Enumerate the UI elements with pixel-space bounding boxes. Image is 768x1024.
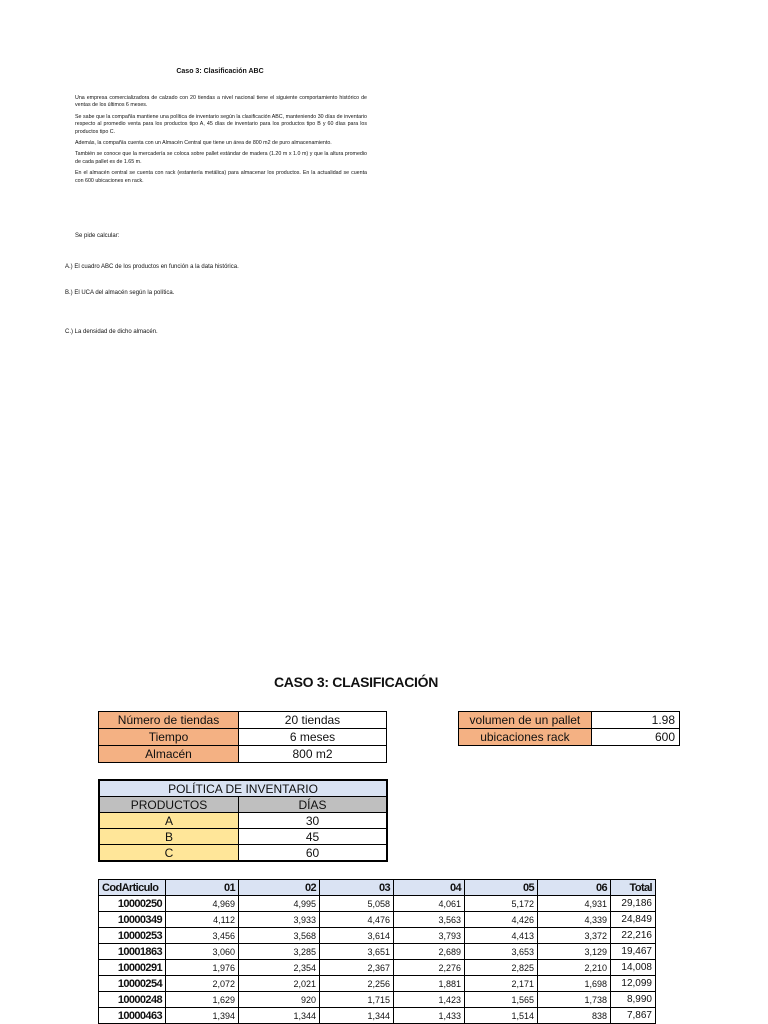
column-header: 04 [394,880,465,896]
sheet-title: CASO 3: CLASIFICACIÓN [274,674,439,690]
sales-cell: 1,698 [538,976,611,992]
sales-cell: 1,738 [538,992,611,1008]
total-cell: 12,099 [611,976,656,992]
sales-cell: 3,285 [239,944,320,960]
article-code-cell: 10000291 [99,960,166,976]
policy-title: POLÍTICA DE INVENTARIO [99,780,387,797]
table-row [99,960,656,976]
table-row [99,928,656,944]
info-label: Almacén [99,746,239,763]
sales-cell: 1,976 [166,960,239,976]
info-value: 20 tiendas [239,712,387,729]
info-label: ubicaciones rack [459,729,592,746]
question-a: A.) El cuadro ABC de los productos en función a la data histórica. [65,264,239,270]
column-header: PRODUCTOS [99,797,239,813]
table-row [99,729,387,746]
sales-cell: 2,689 [394,944,465,960]
sales-cell: 2,171 [465,976,538,992]
column-header: 01 [166,880,239,896]
sales-cell: 838 [538,1008,611,1024]
sales-cell: 4,426 [465,912,538,928]
article-code-cell: 10001863 [99,944,166,960]
article-code-cell: 10000254 [99,976,166,992]
sales-cell: 2,210 [538,960,611,976]
table-row [99,746,387,763]
sales-table-container [98,879,680,1024]
sales-cell: 1,344 [239,1008,320,1024]
table-row [99,896,656,912]
sales-cell: 1,433 [394,1008,465,1024]
sales-cell: 4,339 [538,912,611,928]
table-row [99,976,656,992]
total-cell: 14,008 [611,960,656,976]
sales-cell: 3,456 [166,928,239,944]
case-description [75,95,367,189]
paragraph: Una empresa comercializadora de calzado con 20 tiendas a nivel nacional tiene el siguiente comportamiento histórico de ventas de los últimos 6 meses. [75,95,367,109]
inventory-policy-table [98,779,388,862]
sales-cell: 4,931 [538,896,611,912]
column-header: Total [611,880,656,896]
column-header: CodArticulo [99,880,166,896]
table-row [99,829,387,845]
total-cell: 24,849 [611,912,656,928]
sales-cell: 1,715 [320,992,394,1008]
sales-cell: 3,933 [239,912,320,928]
article-code-cell: 10000463 [99,1008,166,1024]
pallet-info [458,711,680,765]
sales-cell: 920 [239,992,320,1008]
sales-cell: 2,021 [239,976,320,992]
sales-cell: 2,276 [394,960,465,976]
product-cell: B [99,829,239,845]
sales-cell: 3,372 [538,928,611,944]
ask-heading: Se pide calcular: [75,233,120,239]
sales-cell: 2,367 [320,960,394,976]
table-row [99,845,387,862]
info-label: Número de tiendas [99,712,239,729]
sales-cell: 3,614 [320,928,394,944]
sales-cell: 1,394 [166,1008,239,1024]
sales-cell: 3,563 [394,912,465,928]
product-cell: C [99,845,239,862]
question-c: C.) La densidad de dicho almacén. [65,329,158,335]
column-header: 03 [320,880,394,896]
sales-cell: 5,172 [465,896,538,912]
sales-cell: 3,568 [239,928,320,944]
sales-cell: 1,423 [394,992,465,1008]
info-value: 800 m2 [239,746,387,763]
info-label: Tiempo [99,729,239,746]
sales-cell: 3,129 [538,944,611,960]
info-label: volumen de un pallet [459,712,592,729]
product-cell: A [99,813,239,829]
sales-cell: 1,344 [320,1008,394,1024]
paragraph: Se sabe que la compañía mantiene una política de inventario según la clasificación ABC, manteniendo 30 días de inventario respecto al promedio venta para los productos tipo A, 45 días de inventario para los productos tipo B y 60 días para los productos tipo C. [75,113,367,135]
paragraph: En el almacén central se cuenta con rack (estantería metálica) para almacenar los productos. En la actualidad se cuenta con 600 ubicaciones en rack. [75,170,367,184]
table-row [99,813,387,829]
days-cell: 30 [239,813,388,829]
sales-cell: 1,565 [465,992,538,1008]
days-cell: 45 [239,829,388,845]
sales-cell: 2,072 [166,976,239,992]
question-b: B.) El UCA del almacén según la política. [65,290,175,296]
info-table [98,711,387,763]
table-row [99,780,387,797]
sales-cell: 1,629 [166,992,239,1008]
sales-cell: 1,514 [465,1008,538,1024]
sales-cell: 3,651 [320,944,394,960]
sales-cell: 3,793 [394,928,465,944]
total-cell: 29,186 [611,896,656,912]
article-code-cell: 10000250 [99,896,166,912]
info-value: 1.98 [591,712,679,729]
total-cell: 22,216 [611,928,656,944]
paragraph: Además, la compañía cuenta con un Almacén Central que tiene un área de 800 m2 de puro almacenamiento. [75,140,332,147]
sales-cell: 2,825 [465,960,538,976]
table-row [459,729,680,746]
column-header: 02 [239,880,320,896]
total-cell: 7,867 [611,1008,656,1024]
days-cell: 60 [239,845,388,862]
sales-cell: 2,256 [320,976,394,992]
column-header: DÍAS [239,797,388,813]
table-row [99,944,656,960]
spreadsheet-page [0,660,768,1024]
sales-cell: 4,112 [166,912,239,928]
sales-cell: 4,413 [465,928,538,944]
sales-cell: 4,969 [166,896,239,912]
article-code-cell: 10000253 [99,928,166,944]
table-row [99,712,387,729]
sales-cell: 4,061 [394,896,465,912]
sales-history-table [98,879,656,1024]
paragraph: También se conoce que la mercadería se coloca sobre pallet estándar de madera (1.20 m x 1.0 m) y que la altura promedio de cada pallet es de 1.65 m. [75,151,367,165]
table-row [99,797,387,813]
sales-cell: 2,354 [239,960,320,976]
article-code-cell: 10000349 [99,912,166,928]
info-value: 600 [591,729,679,746]
table-header-row [99,880,656,896]
sales-cell: 1,881 [394,976,465,992]
column-header: 05 [465,880,538,896]
info-value: 6 meses [239,729,387,746]
sales-cell: 4,995 [239,896,320,912]
pallet-info-table [458,711,680,746]
sales-cell: 3,060 [166,944,239,960]
table-row [99,1008,656,1024]
table-row [99,912,656,928]
sales-cell: 4,476 [320,912,394,928]
sales-cell: 5,058 [320,896,394,912]
case-title: Caso 3: Clasificación ABC [176,68,264,75]
table-row [459,712,680,729]
sales-cell: 3,653 [465,944,538,960]
total-cell: 8,990 [611,992,656,1008]
article-code-cell: 10000248 [99,992,166,1008]
column-header: 06 [538,880,611,896]
table-row [99,992,656,1008]
total-cell: 19,467 [611,944,656,960]
